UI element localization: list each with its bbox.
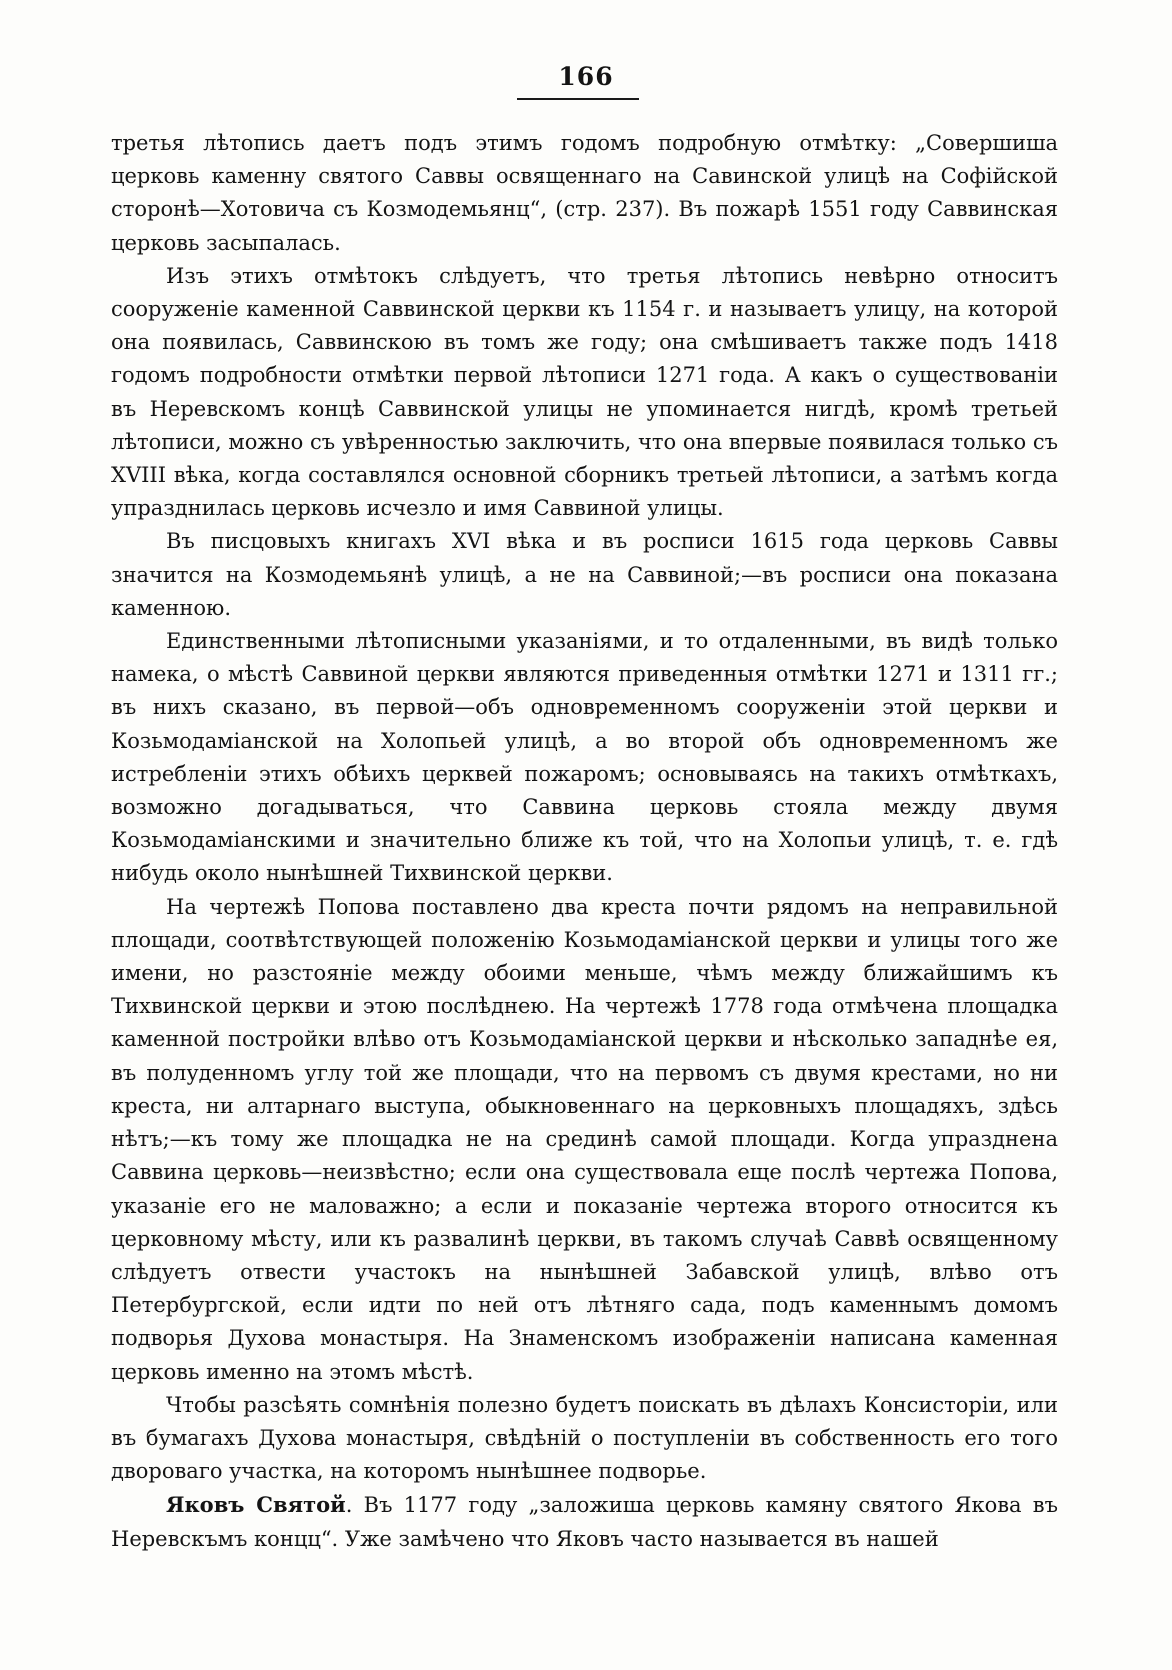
paragraph-3 (111, 525, 1058, 625)
paragraph-1-text: третья лѣтопись даетъ подъ этимъ годомъ подробную отмѣтку: „Совершиша церковь каменну святого Саввы освященнаго на Савинской улицѣ на Софійской сторонѣ—Хотовича съ Козмодемьянц“, (стр. 237). Въ пожарѣ 1551 году Саввинская церковь засыпалась. (111, 131, 1058, 255)
page-number-rule (517, 98, 639, 100)
paragraph-6 (111, 1389, 1058, 1489)
paragraph-6-text: Чтобы разсѣять сомнѣнія полезно будетъ поискать въ дѣлахъ Консисторіи, или въ бумагахъ Духова монастыря, свѣдѣній о поступленіи въ собственность его того двороваго участка, на которомъ нынѣшнее подворье. (111, 1392, 1058, 1484)
paragraph-7 (111, 1488, 1058, 1555)
paragraph-3-text: Въ писцовыхъ книгахъ XVI вѣка и въ росписи 1615 года церковь Саввы значится на Козмодемьянѣ улицѣ, а не на Саввиной;—въ росписи она показана каменною. (111, 529, 1058, 620)
paragraph-7-text: . Въ 1177 году „заложиша церковь камяну святого Якова въ Неревскъмъ концц“. Уже замѣчено что Яковъ часто называется въ нашей (111, 1493, 1058, 1551)
paragraph-5-text: На чертежѣ Попова поставлено два креста почти рядомъ на неправильной площади, соотвѣтствующей положенію Козьмодаміанской церкви и улицы того же имени, но разстояніе между обоими меньше, чѣмъ между ближайшимъ къ Тихвинской церкви и этою послѣднею. На чертежѣ 1778 года отмѣчена площадка каменной постройки влѣво отъ Козьмодаміанской церкви и нѣсколько западнѣе ея, въ полуденномъ углу той же площади, что на первомъ съ двумя крестами, но ни креста, ни алтарнаго выступа, обыкновеннаго на церковныхъ площадяхъ, здѣсь нѣтъ;—къ тому же площадка не на срединѣ самой площади. Когда упразднена Саввина церковь—неизвѣстно; если она существовала еще послѣ чертежа Попова, указаніе его не маловажно; а если и показаніе чертежа второго относится къ церковному мѣсту, или къ развалинѣ церкви, въ такомъ случаѣ Саввѣ освященному слѣдуетъ отвести участокъ на нынѣшней Забавской улицѣ, влѣво отъ Петербургской, если идти по ней отъ лѣтняго сада, подъ каменнымъ домомъ подворья Духова монастыря. На Знаменскомъ изображеніи написана каменная церковь именно на этомъ мѣстѣ. (111, 894, 1058, 1384)
paragraph-2-text: Изъ этихъ отмѣтокъ слѣдуетъ, что третья лѣтопись невѣрно относитъ сооруженіе каменной Саввинской церкви къ 1154 г. и называетъ улицу, на которой она появилась, Саввинскою въ томъ же году; она смѣшиваетъ также подъ 1418 годомъ подробности отмѣтки первой лѣтописи 1271 года. А какъ о существованіи въ Неревскомъ концѣ Саввинской улицы не упоминается нигдѣ, кромѣ третьей лѣтописи, можно съ увѣренностью заключить, что она впервые появилася только съ XVIII вѣка, когда составлялся основной сборникъ третьей лѣтописи, а затѣмъ когда упразднилась церковь исчезло и имя Саввиной улицы. (111, 263, 1058, 521)
page-number: 166 (558, 62, 614, 91)
section-heading-yakov: Яковъ Святой (166, 1492, 346, 1518)
paragraph-5 (111, 891, 1058, 1389)
paragraph-1 (111, 127, 1058, 260)
paragraph-2 (111, 260, 1058, 526)
paragraph-4-text: Единственными лѣтописными указаніями, и то отдаленными, въ видѣ только намека, о мѣстѣ Саввиной церкви являются приведенныя отмѣтки 1271 и 1311 гг.; въ нихъ сказано, въ первой—объ одновременномъ сооруженіи этой церкви и Козьмодаміанской на Холопьей улицѣ, а во второй объ одновременномъ же истребленіи этихъ обѣихъ церквей пожаромъ; основываясь на такихъ отмѣткахъ, возможно догадываться, что Саввина церковь стояла между двумя Козьмодаміанскими и значительно ближе къ той, что на Холопьи улицѣ, т. е. гдѣ нибудь около нынѣшней Тихвинской церкви. (111, 629, 1058, 886)
paragraph-4 (111, 625, 1058, 891)
body-text (111, 127, 1058, 1556)
